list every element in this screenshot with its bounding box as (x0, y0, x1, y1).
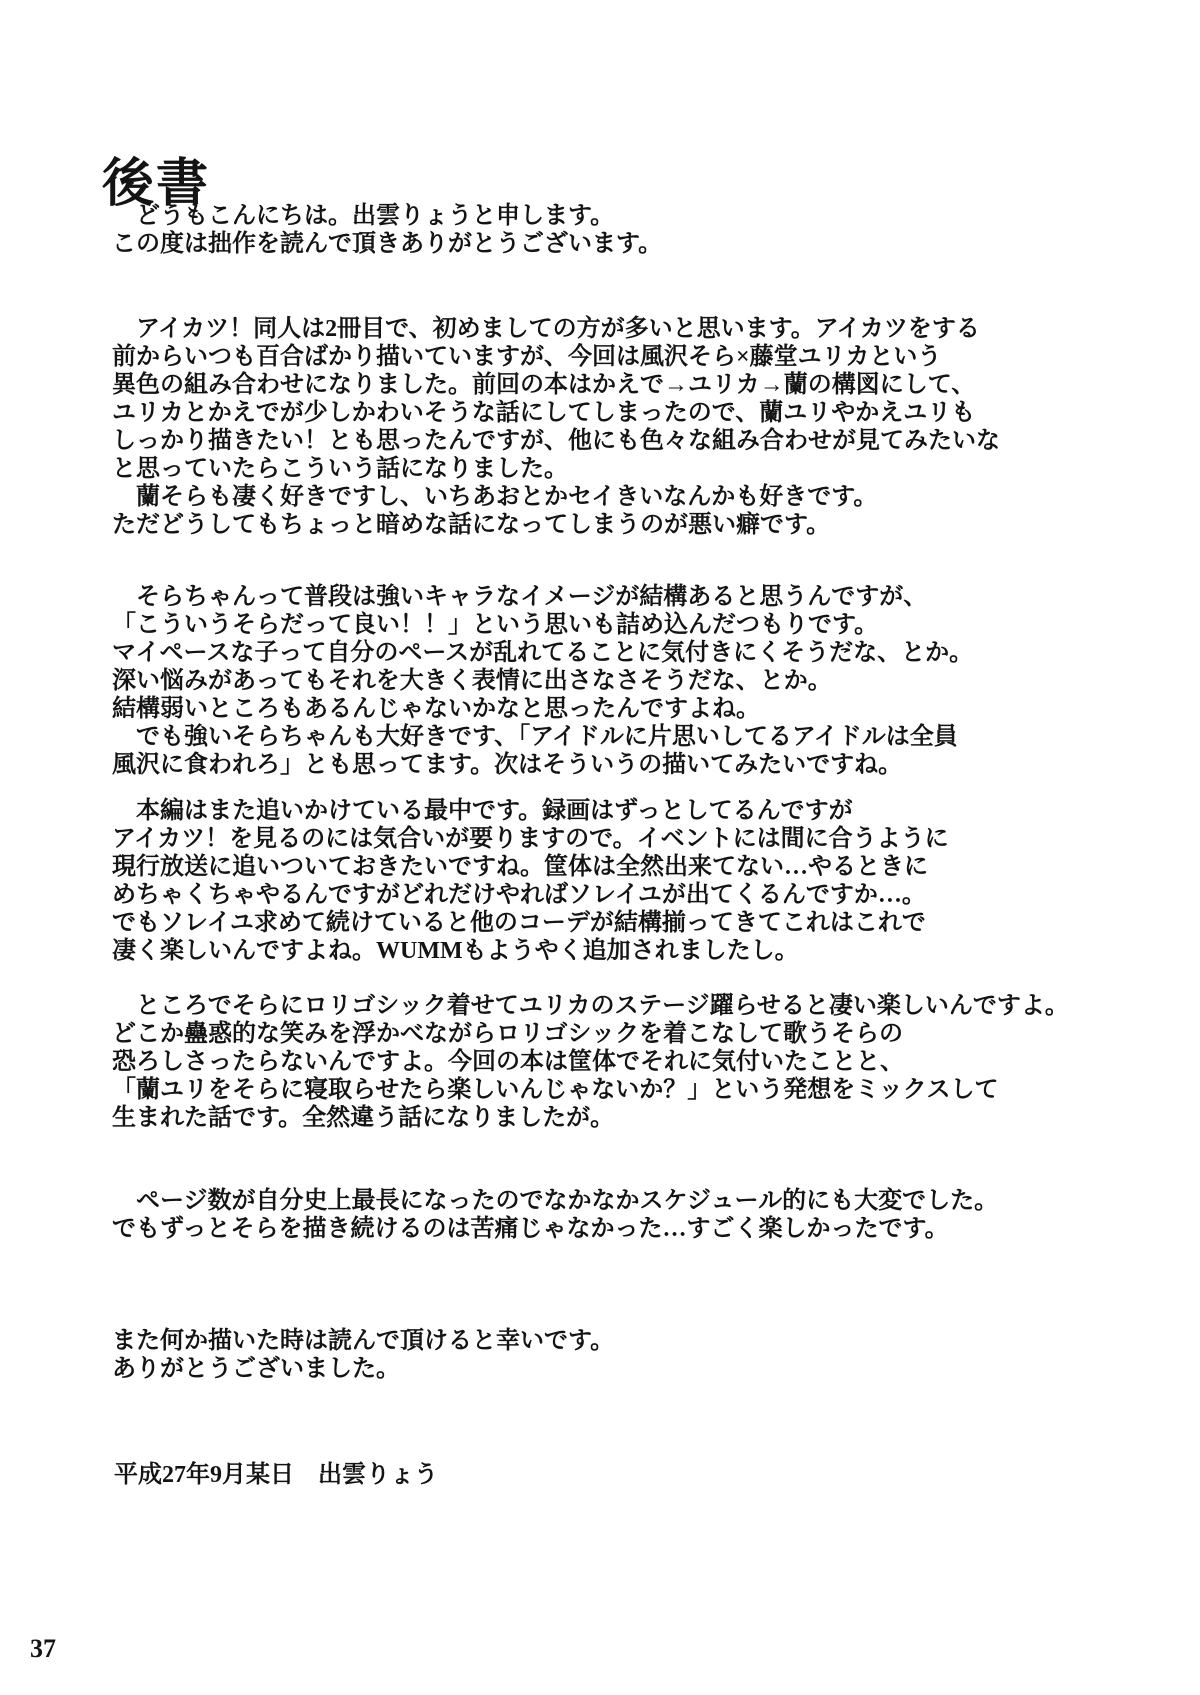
paragraph-intro (112, 315, 1180, 539)
text-line: 蘭そらも凄く好きですし、いちあおとかセイきいなんかも好きです。 (112, 484, 878, 510)
text-line: めちゃくちゃやるんですがどれだけやればソレイユが出てくるんですか…。 (112, 882, 926, 908)
text-line: 前からいつも百合ばかり描いていますが、今回は風沢そら×藤堂ユリカという (112, 344, 942, 370)
text-line: 「蘭ユリをそらに寝取らせたら楽しいんじゃないか？」という発想をミックスして (112, 1077, 999, 1103)
text-line: どうもこんにちは。出雲りょうと申します。 (112, 203, 615, 229)
text-line: でも強いそらちゃんも大好きです、「アイドルに片思いしてるアイドルは全員 (112, 724, 958, 750)
text-line: 異色の組み合わせになりました。前回の本はかえで→ユリカ→蘭の構図にして、 (112, 372, 976, 398)
paragraph-greeting (112, 202, 1180, 258)
paragraph-closing (112, 1327, 1180, 1383)
text-line: 結構弱いところもあるんじゃないかなと思ったんですよね。 (112, 696, 760, 722)
paragraph-arcade (112, 992, 1180, 1132)
text-line: この度は拙作を読んで頂きありがとうございます。 (112, 231, 663, 257)
page-number: 37 (30, 1634, 56, 1663)
text-line: マイペースな子って自分のペースが乱れてることに気付きにくそうだな、とか。 (112, 640, 974, 666)
text-line: ありがとうございました。 (112, 1356, 400, 1382)
paragraph-character (112, 583, 1180, 779)
text-line: ところでそらにロリゴシック着せてユリカのステージ躍らせると凄い楽しいんですよ。 (112, 993, 1069, 1019)
text-line: ページ数が自分史上最長になったのでなかなかスケジュール的にも大変でした。 (112, 1188, 999, 1214)
text-line: 恐ろしさったらないんですよ。今回の本は筐体でそれに気付いたことと、 (112, 1049, 904, 1075)
date-signature: 平成27年9月某日 出雲りょう (114, 1462, 438, 1488)
text-line: アイカツ！を見るのには気合いが要りますので。イベントには間に合うように (112, 826, 949, 852)
text-line: 凄く楽しいんですよね。WUMMもようやく追加されましたし。 (112, 938, 799, 964)
text-line: しっかり描きたい！とも思ったんですが、他にも色々な組み合わせが見てみたいな (112, 428, 1000, 454)
text-line: そらちゃんって普段は強いキャラなイメージが結構あると思うんですが、 (112, 584, 928, 610)
text-line: 本編はまた追いかけている最中です。録画はずっとしてるんですが (112, 798, 853, 824)
text-line: アイカツ！同人は2冊目で、初めましての方が多いと思います。アイカツをする (112, 316, 980, 342)
text-line: 現行放送に追いついておきたいですね。筐体は全然出来てない…やるときに (112, 854, 928, 880)
text-line: ただどうしてもちょっと暗めな話になってしまうのが悪い癖です。 (112, 512, 831, 538)
text-line: 風沢に食われろ」とも思ってます。次はそういうの描いてみたいですね。 (112, 752, 903, 778)
paragraph-schedule (112, 1187, 1180, 1243)
text-line: 「こういうそらだって良い！！」という思いも詰め込んだつもりです。 (112, 612, 879, 638)
text-line: 深い悩みがあってもそれを大きく表情に出さなさそうだな、とか。 (112, 668, 832, 694)
text-line: でもずっとそらを描き続けるのは苦痛じゃなかった…すごく楽しかったです。 (112, 1216, 949, 1242)
text-line: 生まれた話です。全然違う話になりましたが。 (112, 1105, 615, 1131)
text-line: また何か描いた時は読んで頂けると幸いです。 (112, 1328, 615, 1354)
paragraph-anime (112, 797, 1180, 965)
text-line: と思っていたらこういう話になりました。 (112, 456, 568, 482)
text-line: どこか蠱惑的な笑みを浮かべながらロリゴシックを着こなして歌うそらの (112, 1021, 904, 1047)
page-title: 後書 (102, 155, 211, 213)
text-line: ユリカとかえでが少しかわいそうな話にしてしまったので、蘭ユリやかえユリも (112, 400, 976, 426)
text-line: でもソレイユ求めて続けていると他のコーデが結構揃ってきてこれはこれで (112, 910, 926, 936)
